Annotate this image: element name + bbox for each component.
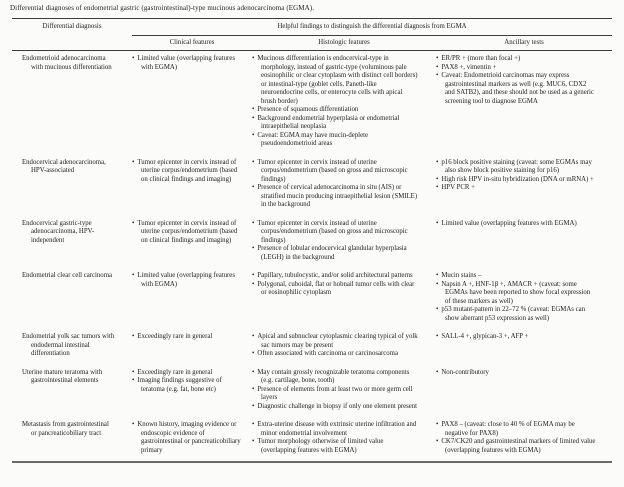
bullet-item: • Non-contributory (436, 369, 596, 378)
histologic-features-cell (252, 216, 436, 269)
diagnosis-name: Endocervical adenocarcinoma, HPV-associated (22, 158, 106, 174)
clinical-features-list (132, 159, 242, 185)
clinical-features-list (132, 421, 242, 455)
table-row (12, 268, 612, 329)
bullet-item: • Apical and subnuclear cytoplasmic clearing typical of yolk sac tumors may be present (252, 333, 418, 350)
bullet-item: • Presence of lobular endocervical glandular hyperplasia (LEGH) in the background (252, 245, 418, 262)
ancillary-tests-list (436, 55, 596, 106)
ancillary-tests-cell (436, 329, 612, 365)
diagnosis-name: Metastasis from gastrointestinal or pancreaticobiliary tract (22, 421, 109, 437)
clinical-features-cell (132, 51, 252, 155)
clinical-features-cell (132, 329, 252, 365)
table-header (12, 19, 612, 51)
bullet-item: • Background endometrial hyperplasia or endometrial intraepithelial neoplasia (252, 115, 418, 132)
bullet-item: • Limited value (overlapping features with EGMA) (132, 272, 242, 289)
bullet-item: • Napsin A +, HNF-1β +, AMACR + (caveat: some EGMAs have been reported to show focal expression of these markers as well) (436, 281, 596, 307)
histologic-features-list (252, 421, 418, 455)
table-row (12, 417, 612, 462)
diagnosis-cell (12, 51, 132, 155)
ancillary-tests-list (436, 159, 596, 193)
ancillary-tests-cell (436, 51, 612, 155)
ancillary-tests-cell (436, 216, 612, 269)
bullet-item: • Tumor epicenter in cervix instead of uterine corpus/endometrium (based on gross and microscopic findings) (252, 220, 418, 246)
bullet-item: • Caveat: Endometrioid carcinomas may express gastrointestinal markers as well (e.g. MUC6, CDX2 and SATB2), and these should not be used as a generic screening tool to diagnose EGMA (436, 72, 596, 106)
histologic-features-cell (252, 268, 436, 329)
bullet-item: • Exceedingly rare in general (132, 333, 242, 342)
table-row (12, 329, 612, 365)
ancillary-tests-list (436, 333, 596, 342)
histologic-features-list (252, 272, 418, 298)
bullet-item: • High risk HPV in-situ hybridization (DNA or mRNA) + (436, 176, 596, 185)
col-header-clinical-features: Clinical features (132, 35, 252, 51)
bullet-item: • Diagnostic challenge in biopsy if only one element present (252, 403, 418, 412)
bullet-item: • Known history, imaging evidence or endoscopic evidence of gastrointestinal or pancreaticobiliary primary (132, 421, 242, 455)
histologic-features-list (252, 159, 418, 210)
clinical-features-cell (132, 155, 252, 216)
ancillary-tests-cell (436, 365, 612, 418)
bullet-item: • Limited value (overlapping features with EGMA) (132, 55, 242, 72)
ancillary-tests-list (436, 220, 596, 229)
ancillary-tests-list (436, 421, 596, 455)
bullet-item: • May contain grossly recognizable teratoma components (e.g. cartilage, bone, tooth) (252, 369, 418, 386)
diagnosis-cell (12, 329, 132, 365)
clinical-features-list (132, 333, 242, 342)
bullet-item: • Extra-uterine disease with extrinsic uterine infiltration and minor endometrial involvement (252, 421, 418, 438)
histologic-features-cell (252, 365, 436, 418)
diagnosis-cell (12, 155, 132, 216)
diagnosis-cell (12, 268, 132, 329)
diagnosis-name: Endometrioid adenocarcinoma with mucinous differentiation (22, 55, 112, 71)
ancillary-tests-list (436, 369, 596, 378)
bullet-item: • p53 mutant-pattern in 22–72 % (caveat: EGMAs can show aberrant p53 expression as well) (436, 306, 596, 323)
col-header-helpful-findings: Helpful findings to distinguish the differential diagnosis from EGMA (132, 19, 612, 36)
histologic-features-list (252, 369, 418, 412)
bullet-item: • Presence of elements from at least two or more germ cell layers (252, 386, 418, 403)
bullet-item: • HPV PCR + (436, 184, 596, 193)
bullet-item: • p16 block positive staining (caveat: some EGMAs may also show block positive staining for p16) (436, 159, 596, 176)
clinical-features-cell (132, 365, 252, 418)
table-row (12, 365, 612, 418)
diagnosis-name: Endometrial clear cell carcinoma (22, 272, 113, 279)
bullet-item: • Caveat: EGMA may have mucin-deplete pseudoendometrioid areas (252, 132, 418, 149)
histologic-features-cell (252, 51, 436, 155)
histologic-features-cell (252, 417, 436, 462)
ancillary-tests-cell (436, 268, 612, 329)
bullet-item: • Exceedingly rare in general (132, 369, 242, 378)
diagnosis-cell (12, 365, 132, 418)
bullet-item: • Often associated with carcinoma or carcinosarcoma (252, 350, 418, 359)
diagnosis-name: Endometrial yolk sac tumors with endodermal intestinal differentiation (22, 333, 115, 357)
ancillary-tests-list (436, 272, 596, 323)
histologic-features-list (252, 333, 418, 359)
bullet-item: • Papillary, tubulocystic, and/or solid architectural patterns (252, 272, 418, 281)
col-header-ancillary-tests: Ancillary tests (436, 35, 612, 51)
diagnosis-name: Endocervical gastric-type adenocarcinoma, HPV-independent (22, 219, 95, 244)
histologic-features-list (252, 55, 418, 149)
table-row (12, 216, 612, 269)
bullet-item: • ER/PR + (more than focal +) (436, 55, 596, 64)
ancillary-tests-cell (436, 155, 612, 216)
bullet-item: • Tumor epicenter in cervix instead of uterine corpus/endometrium (based on clinical findings and imaging) (132, 220, 242, 246)
bullet-item: • Tumor epicenter in cervix instead of uterine corpus/endometrium (based on clinical findings and imaging) (132, 159, 242, 185)
bullet-item: • Mucin stains – (436, 272, 596, 281)
bullet-item: • PAX8 – (caveat: close to 40 % of EGMA may be negative for PAX8) (436, 421, 596, 438)
bullet-item: • PAX8 +, vimentin + (436, 64, 596, 73)
clinical-features-list (132, 272, 242, 289)
clinical-features-cell (132, 417, 252, 462)
clinical-features-list (132, 220, 242, 246)
bullet-item: • Tumor morphology otherwise of limited value (overlapping features with EGMA) (252, 438, 418, 455)
table-row (12, 155, 612, 216)
table-caption: Differential diagnoses of endometrial gastric (gastrointestinal)-type mucinous adenocarcinoma (EGMA). (10, 4, 315, 12)
histologic-features-list (252, 220, 418, 263)
col-header-histologic-features: Histologic features (252, 35, 436, 51)
table-body (12, 51, 612, 463)
bullet-item: • Polygonal, cuboidal, flat or hobnail tumor cells with clear or eosinophilic cytoplasm (252, 281, 418, 298)
table-row (12, 51, 612, 155)
histologic-features-cell (252, 155, 436, 216)
differential-diagnosis-table (12, 18, 612, 463)
clinical-features-list (132, 369, 242, 395)
bullet-item: • Limited value (overlapping features with EGMA) (436, 220, 596, 229)
bullet-item: • Imaging findings suggestive of teratoma (e.g. fat, bone etc) (132, 377, 242, 394)
clinical-features-list (132, 55, 242, 72)
bullet-item: • Mucinous differentiation is endocervical-type in morphology, instead of gastric-type (voluminous pale eosinophilic or clear cytoplasm with distinct cell borders) or intestinal-type (goblet cells, Paneth-like neuroendocrine cells, or enterocyte cells with apical brush border) (252, 55, 418, 106)
bullet-item: • CK7/CK20 and gastrointestinal markers of limited value (overlapping features with EGMA) (436, 438, 596, 455)
bullet-item: • Presence of cervical adenocarcinoma in situ (AIS) or stratified mucin producing intraepithelial lesion (SMILE) in the background (252, 184, 418, 210)
ancillary-tests-cell (436, 417, 612, 462)
clinical-features-cell (132, 268, 252, 329)
col-header-differential-diagnosis: Differential diagnosis (12, 19, 132, 51)
bullet-item: • Presence of squamous differentiation (252, 106, 418, 115)
histologic-features-cell (252, 329, 436, 365)
clinical-features-cell (132, 216, 252, 269)
bullet-item: • SALL-4 +, glypican-3 +, AFP + (436, 333, 596, 342)
diagnosis-cell (12, 417, 132, 462)
diagnosis-cell (12, 216, 132, 269)
bullet-item: • Tumor epicenter in cervix instead of uterine corpus/endometrium (based on gross and microscopic findings) (252, 159, 418, 185)
diagnosis-name: Uterine mature teratoma with gastrointestinal elements (22, 368, 103, 384)
